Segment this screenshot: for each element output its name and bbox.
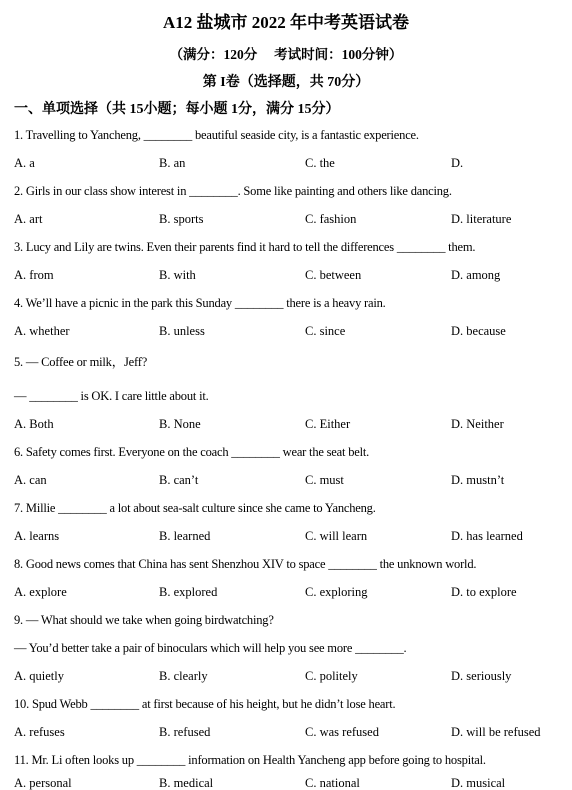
option-d: D. seriously (451, 669, 512, 683)
option-d: D. because (451, 324, 506, 338)
option-d: D. Neither (451, 417, 504, 431)
option-c: C. fashion (305, 212, 357, 226)
question-options (14, 669, 554, 685)
volume-heading: 第 I卷（选择题，共 70分） (202, 75, 370, 90)
section-heading: 一、单项选择（共 15小题；每小题 1分，满分 15分） (14, 102, 340, 117)
option-d: D. will be refused (451, 725, 541, 739)
question-stem: 4. We’ll have a picnic in the park this Sunday ________ there is a heavy rain. (14, 296, 386, 310)
exam-title: A12 盐城市 2022 年中考英语试卷 (162, 13, 410, 32)
question-options (14, 776, 554, 790)
question-dialogue-line: — ________ is OK. I care little about it. (14, 389, 209, 403)
question-options (14, 473, 554, 489)
question-stem: 2. Girls in our class show interest in ________. Some like painting and others like dancing. (14, 184, 452, 198)
option-a: A. quietly (14, 669, 64, 683)
option-c: C. between (305, 268, 362, 282)
option-a: A. explore (14, 585, 67, 599)
option-d: D. literature (451, 212, 512, 226)
question-stem: 3. Lucy and Lily are twins. Even their parents find it hard to tell the differences ________ them. (14, 240, 476, 254)
question-options (14, 417, 554, 433)
option-b: B. sports (159, 212, 204, 226)
question-options (14, 529, 554, 545)
option-d: D. among (451, 268, 501, 282)
option-a: A. a (14, 156, 35, 170)
exam-subtitle: （满分：120分 考试时间：100分钟） (169, 47, 403, 62)
option-c: C. was refused (305, 725, 379, 739)
option-a: A. personal (14, 776, 72, 790)
option-a: A. art (14, 212, 43, 226)
option-d: D. to explore (451, 585, 517, 599)
option-c: C. will learn (305, 529, 368, 543)
option-d: D. has learned (451, 529, 523, 543)
question-stem: 6. Safety comes first. Everyone on the coach ________ wear the seat belt. (14, 445, 370, 459)
option-c: C. since (305, 324, 346, 338)
option-c: C. the (305, 156, 335, 170)
option-b: B. None (159, 417, 201, 431)
option-a: A. can (14, 473, 47, 487)
option-a: A. Both (14, 417, 54, 431)
option-b: B. medical (159, 776, 214, 790)
option-a: A. from (14, 268, 54, 282)
question-options (14, 268, 554, 284)
option-c: C. politely (305, 669, 358, 683)
option-a: A. refuses (14, 725, 65, 739)
option-b: B. refused (159, 725, 211, 739)
option-b: B. explored (159, 585, 218, 599)
question-stem: 8. Good news comes that China has sent Shenzhou XIV to space ________ the unknown world. (14, 557, 477, 571)
option-b: B. clearly (159, 669, 208, 683)
question-stem: 1. Travelling to Yancheng, ________ beautiful seaside city, is a fantastic experience. (14, 128, 419, 142)
question-stem: 10. Spud Webb ________ at first because of his height, but he didn’t lose heart. (14, 697, 396, 711)
question-stem: 7. Millie ________ a lot about sea-salt culture since she came to Yancheng. (14, 501, 376, 515)
option-d: D. (451, 156, 464, 170)
option-c: C. exploring (305, 585, 368, 599)
option-b: B. unless (159, 324, 205, 338)
question-options (14, 212, 554, 228)
question-options (14, 585, 554, 601)
option-b: B. an (159, 156, 186, 170)
option-b: B. learned (159, 529, 211, 543)
option-a: A. whether (14, 324, 70, 338)
option-b: B. can’t (159, 473, 199, 487)
question-options (14, 156, 554, 172)
option-d: D. mustn’t (451, 473, 505, 487)
question-dialogue-line: — You’d better take a pair of binoculars which will help you see more ________. (14, 641, 407, 655)
option-c: C. national (305, 776, 360, 790)
option-d: D. musical (451, 776, 506, 790)
question-stem: 5. — Coffee or milk，Jeff? (14, 355, 148, 369)
option-c: C. Either (305, 417, 351, 431)
option-b: B. with (159, 268, 196, 282)
option-c: C. must (305, 473, 344, 487)
option-a: A. learns (14, 529, 60, 543)
question-options (14, 324, 554, 340)
question-stem: 11. Mr. Li often looks up ________ information on Health Yancheng app before going to hospital. (14, 753, 486, 767)
question-options (14, 725, 554, 741)
question-stem: 9. — What should we take when going birdwatching? (14, 613, 274, 627)
